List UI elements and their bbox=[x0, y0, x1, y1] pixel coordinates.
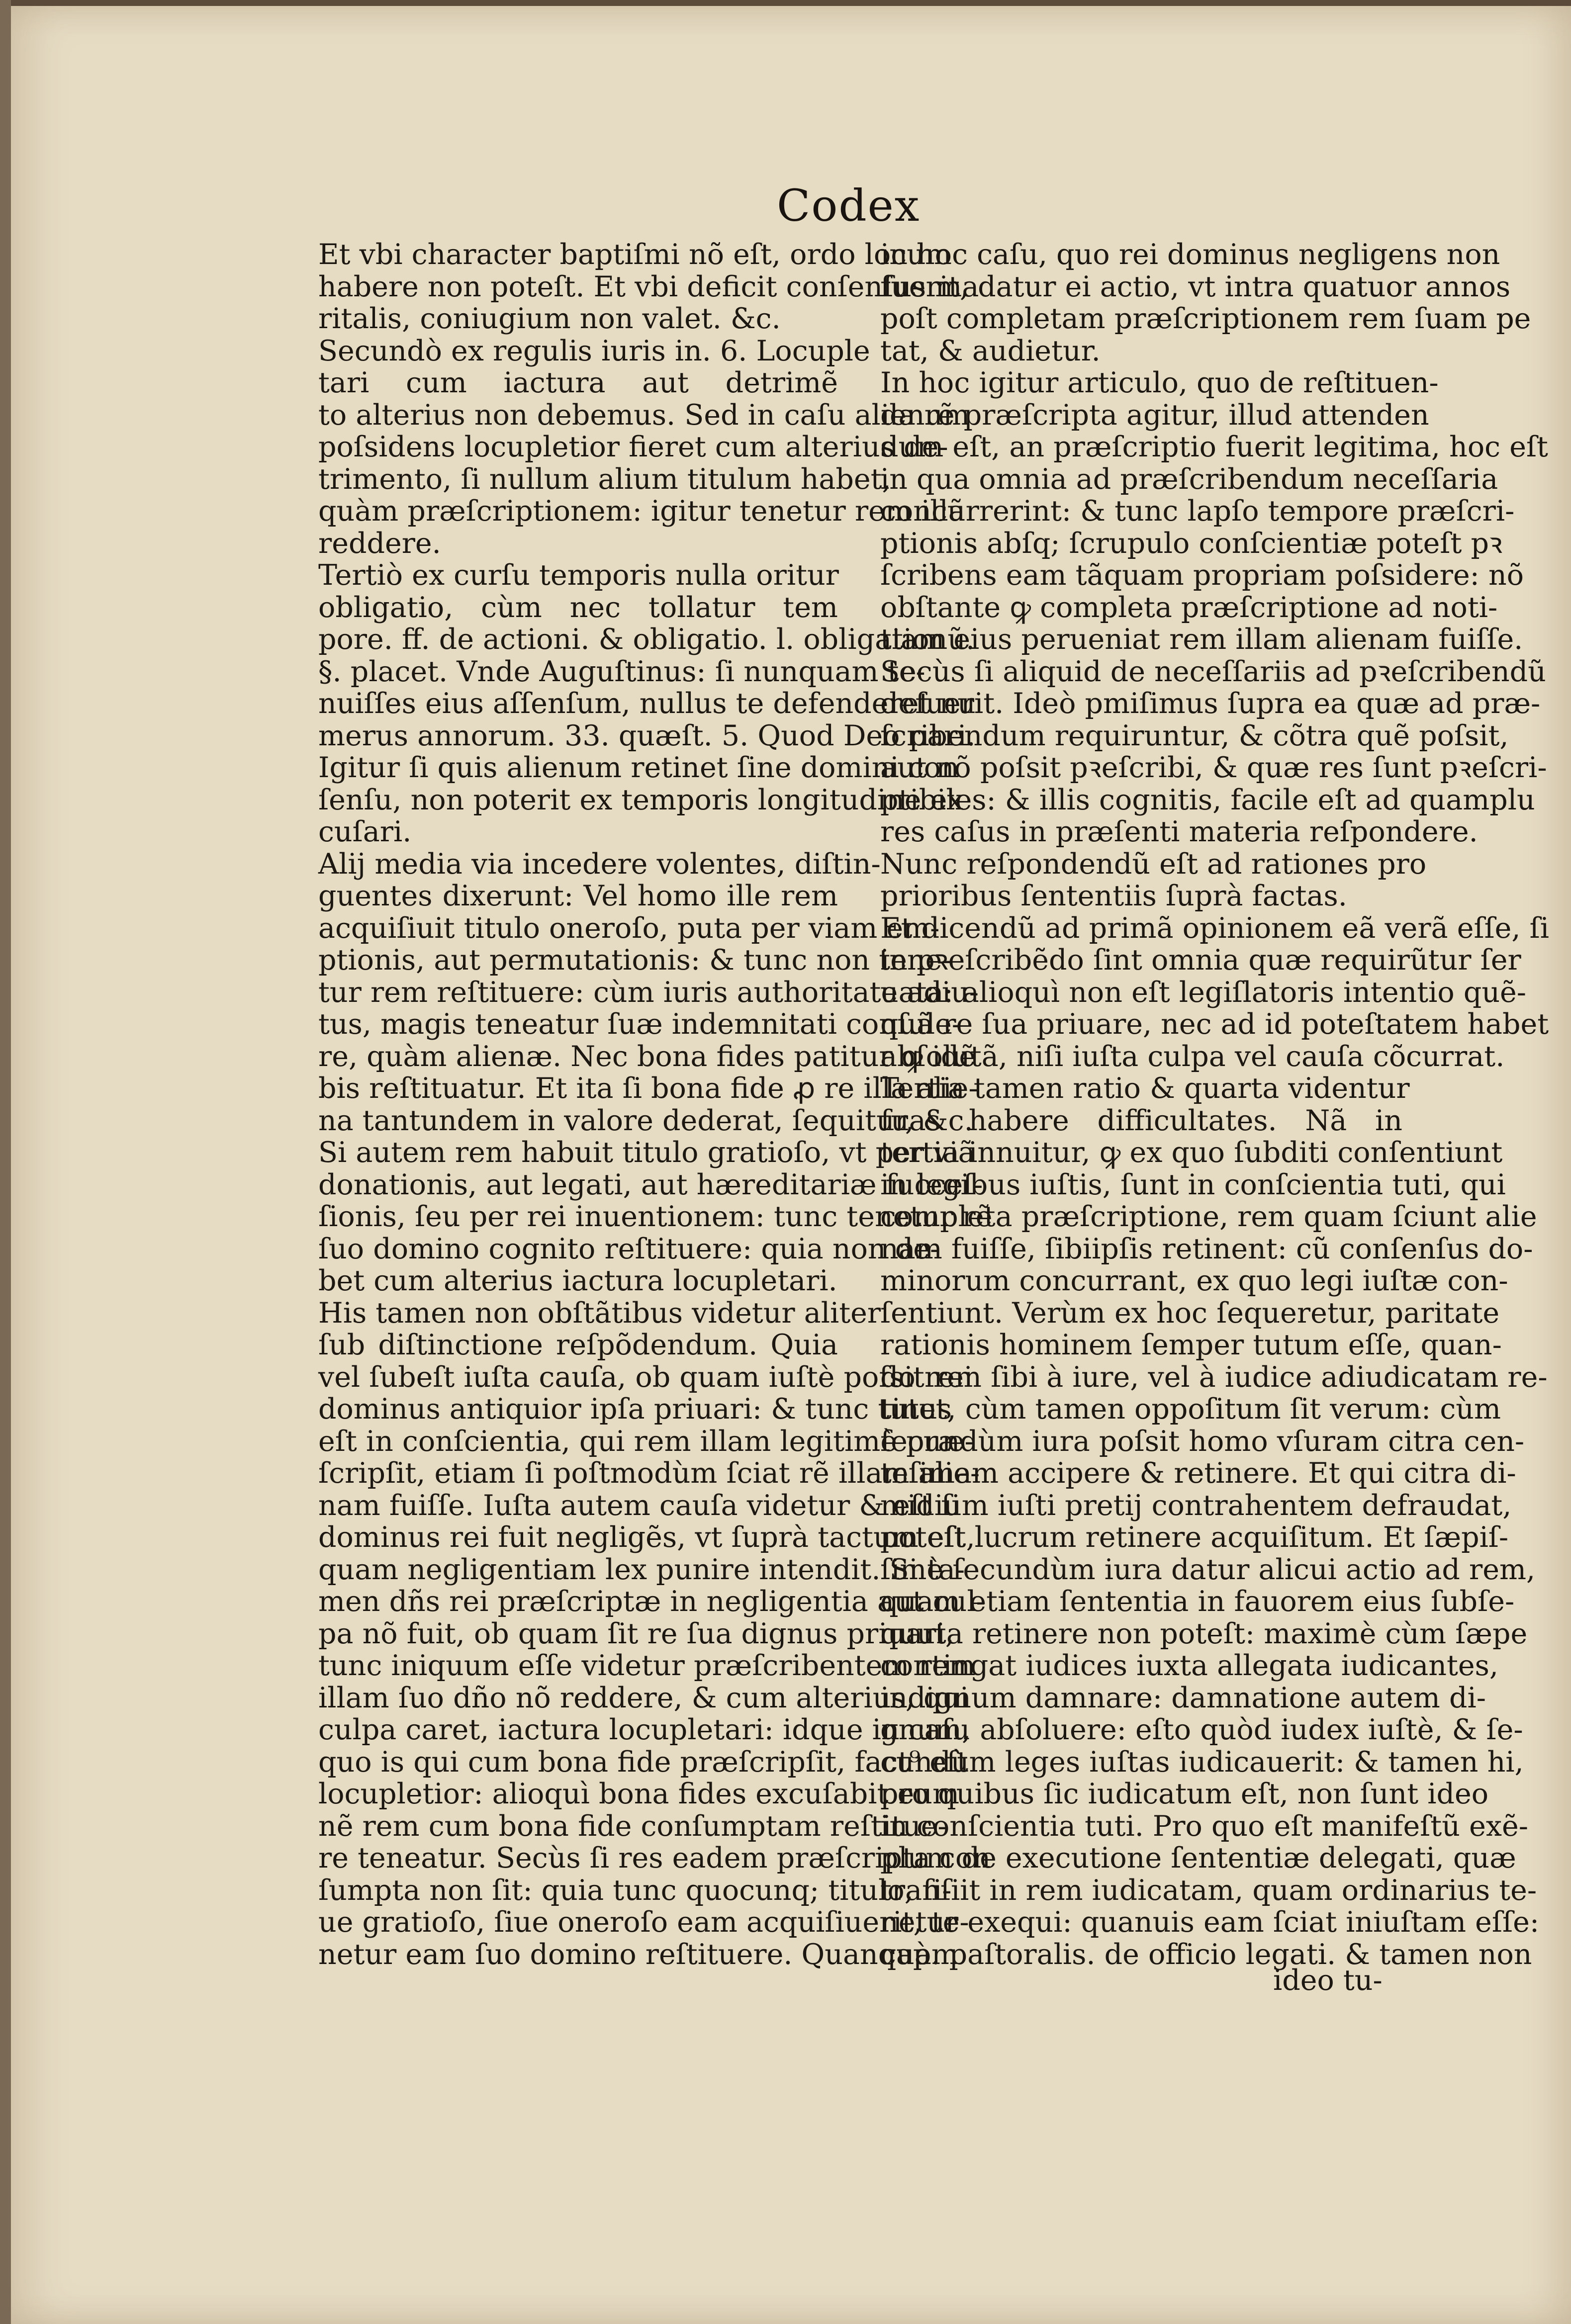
text-line: dominus rei fuit negligẽs, vt ſuprà tactum eſt, bbox=[318, 1521, 975, 1554]
text-line: da rẽ præſcripta agitur, illud attenden bbox=[880, 398, 1429, 432]
text-line: trimento, ſi nullum alium titulum habet, bbox=[318, 462, 891, 496]
text-line: nẽ rem cum bona fide conſumptam reſtitue- bbox=[318, 1809, 947, 1843]
text-line: tari cum iactura aut detrimẽ bbox=[318, 366, 838, 399]
text-line: ſentiunt. Verùm ex hoc ſequeretur, paritate bbox=[880, 1296, 1500, 1330]
text-line: ſumpta non ſit: quia tunc quocunq; titulo, ſi- bbox=[318, 1874, 952, 1907]
text-line: teſimam accipere & retinere. Et qui citra di- bbox=[880, 1457, 1516, 1490]
text-line: tertia innuitur, ꝙ ex quo ſubditi conſentiunt bbox=[880, 1136, 1503, 1169]
text-line: quàm præſcriptionem: igitur tenetur rem illã bbox=[318, 495, 965, 528]
text-line: Tertiò ex curſu temporis nulla oritur bbox=[318, 559, 839, 592]
text-line: na tantundem in valore dederat, ſequitur, &c. bbox=[318, 1104, 973, 1137]
text-line: dum eſt, an præſcriptio fuerit legitima, hoc eſt bbox=[880, 431, 1548, 463]
text-line: cundùm leges iuſtas iudicauerit: & tamen hi, bbox=[880, 1745, 1524, 1779]
text-line: eſt in conſcientia, qui rem illam legitimè præ- bbox=[318, 1425, 974, 1458]
text-line: men dñs rei præſcriptæ in negligentia aut cul- bbox=[318, 1585, 986, 1618]
text-line: nuiſſes eius aſſenſum, nullus te defenderet nu bbox=[318, 687, 976, 720]
text-line: ſcripſit, etiam ſi poſtmodùm ſciat rẽ illam alie- bbox=[318, 1457, 980, 1490]
text-line: ſcribendum requiruntur, & cõtra quẽ poſsit, bbox=[880, 719, 1509, 752]
text-line: ſub diſtinctione reſpõdendum. Quia bbox=[318, 1329, 838, 1361]
text-line: defuerit. Ideò pmiſimus ſupra ea quæ ad præ- bbox=[880, 687, 1541, 720]
text-line: netur exequi: quanuis eam ſciat iniuſtam eſſe: bbox=[880, 1906, 1540, 1939]
text-line: ſuo domino cognito reſtituere: quia non de- bbox=[318, 1232, 940, 1265]
text-line: Secundò ex regulis iuris in. 6. Locuple bbox=[318, 334, 870, 367]
text-line: Tertia tamen ratio & quarta videntur bbox=[880, 1072, 1410, 1105]
text-line: reddere. bbox=[318, 527, 441, 560]
text-line: ptibiles: & illis cognitis, facile eſt ad quamplu bbox=[880, 783, 1535, 816]
text-line: contingat iudices iuxta allegata iudicantes, bbox=[880, 1649, 1499, 1682]
text-line: res caſus in præſenti materia reſpondere. bbox=[880, 815, 1478, 848]
text-line: dominus antiquior ipſa priuari: & tunc tutus bbox=[318, 1393, 952, 1426]
text-line: His tamen non obſtãtibus videtur aliter bbox=[318, 1296, 881, 1330]
text-line: uata: alioquì non eſt legiſlatoris intentio quẽ- bbox=[880, 976, 1527, 1009]
text-line: poſsidens locupletior fieret cum alterius de- bbox=[318, 431, 948, 463]
text-line: prioribus ſententiis ſuprà factas. bbox=[880, 880, 1347, 912]
text-line: merus annorum. 33. quæſt. 5. Quod Deo pari. bbox=[318, 719, 976, 752]
text-line: §. placet. Vnde Auguſtinus: ſi nunquam te- bbox=[318, 655, 925, 688]
text-line: poteſt lucrum retinere acquiſitum. Et ſæpiſ- bbox=[880, 1521, 1509, 1554]
text-line: abſolutã, niſi iuſta culpa vel cauſa cõcurrat. bbox=[880, 1040, 1505, 1073]
text-line: quo is qui cum bona fide præſcripſit, fact⁹ eſt bbox=[318, 1745, 968, 1779]
text-line: pore. ff. de actioni. & obligatio. l. obligationũ. bbox=[318, 623, 975, 656]
text-line: vel ſubeſt iuſta cauſa, ob quam iuſtè poſsit rei bbox=[318, 1360, 973, 1394]
text-line: quã re ſua priuare, nec ad id poteſtatem habet bbox=[880, 1008, 1549, 1041]
text-line: to alterius non debemus. Sed in caſu alienum bbox=[318, 398, 970, 432]
text-line: Nunc reſpondendũ eſt ad rationes pro bbox=[880, 847, 1427, 881]
text-line: in conſcientia tuti. Pro quo eſt manifeſtũ exẽ- bbox=[880, 1809, 1528, 1843]
text-line: pro quibus ſic iudicatum eſt, non ſunt ideo bbox=[880, 1778, 1489, 1810]
text-line: donationis, aut legati, aut hæreditariæ ſucceſ- bbox=[318, 1168, 983, 1201]
text-line: tat, & audietur. bbox=[880, 334, 1101, 367]
text-line: obſtante ꝙ completa præſcriptione ad noti- bbox=[880, 591, 1498, 624]
text-line: re, quàm alienæ. Nec bona fides patitur ꝙ idẽ bbox=[318, 1040, 976, 1073]
text-line: ue gratioſo, ſiue oneroſo eam acquiſiuerit, te- bbox=[318, 1906, 969, 1939]
text-line: concurrerint: & tunc lapſo tempore præſcri- bbox=[880, 495, 1515, 528]
page-edge bbox=[0, 0, 11, 2324]
right-text-column bbox=[880, 238, 1549, 1971]
text-line: locupletior: alioquì bona fides excuſabit eum bbox=[318, 1778, 960, 1810]
text-line: ſuas habere difficultates. Nã in bbox=[880, 1104, 1402, 1137]
text-line: fuerit, datur ei actio, vt intra quatuor annos bbox=[880, 270, 1511, 303]
text-line: ſenſu, non poterit ex temporis longitudine ex bbox=[318, 783, 963, 816]
text-line: midium iuſti pretij contrahentem defraudat, bbox=[880, 1489, 1512, 1522]
text-line: re teneatur. Secùs ſi res eadem præſcripta con bbox=[318, 1842, 991, 1875]
text-line: Et vbi character baptiſmi nõ eſt, ordo locum bbox=[318, 238, 952, 271]
text-line: guentes dixerunt: Vel homo ille rem bbox=[318, 880, 838, 912]
text-line: in qua omnia ad præſcribendum neceſſaria bbox=[880, 462, 1498, 496]
text-line: cap. paſtoralis. de officio legati. & tamen non bbox=[880, 1938, 1532, 1971]
text-line: do rem ſibi à iure, vel à iudice adiudicatam re- bbox=[880, 1360, 1548, 1394]
text-line: Secùs ſi aliquid de neceſſariis ad pꝛeſcribendũ bbox=[880, 655, 1546, 688]
text-line: obligatio, cùm nec tollatur tem bbox=[318, 591, 838, 624]
text-line: Alij media via incedere volentes, diſtin- bbox=[318, 847, 881, 881]
text-line: netur eam ſuo domino reſtituere. Quanquàm bbox=[318, 1938, 958, 1971]
text-line: tranſiit in rem iudicatam, quam ordinarius te- bbox=[880, 1874, 1537, 1907]
text-line: ſecundùm iura poſsit homo vſuram citra cen- bbox=[880, 1425, 1525, 1458]
text-line: completa præſcriptione, rem quam ſciunt alie bbox=[880, 1200, 1537, 1233]
text-line: In hoc igitur articulo, quo de reſtituen- bbox=[880, 366, 1439, 399]
text-line: illam ſuo dño nõ reddere, & cum alterius, qui bbox=[318, 1681, 969, 1714]
text-line: in legibus iuſtis, ſunt in conſcientia tuti, qui bbox=[880, 1168, 1506, 1201]
text-line: ptionis abſq; ſcrupulo conſcientiæ poteſt pꝛ bbox=[880, 527, 1503, 560]
text-line: nam fuiſſe, ſibiipſis retinent: cũ conſenſus do- bbox=[880, 1232, 1533, 1265]
text-line: tinet, cùm tamen oppoſitum ſit verum: cùm bbox=[880, 1393, 1501, 1426]
text-line: Igitur ſi quis alienum retinet ſine domini con bbox=[318, 751, 959, 784]
text-line: gnum, abſoluere: eſto quòd iudex iuſtè, & ſe- bbox=[880, 1713, 1523, 1746]
text-line: quam etiam ſententia in fauorem eius ſubſe- bbox=[880, 1585, 1515, 1618]
text-line: rationis hominem ſemper tutum eſſe, quan- bbox=[880, 1329, 1502, 1361]
text-line: aut nõ poſsit pꝛeſcribi, & quæ res ſunt pꝛeſcri- bbox=[880, 751, 1547, 784]
text-line: bet cum alterius iactura locupletari. bbox=[318, 1264, 837, 1297]
running-header: Codex bbox=[777, 180, 921, 231]
text-line: nam fuiſſe. Iuſta autem cauſa videtur & eſt ſi bbox=[318, 1489, 961, 1522]
text-line: plum de executione ſententiæ delegati, quæ bbox=[880, 1842, 1516, 1875]
text-line: indignum damnare: damnatione autem di- bbox=[880, 1681, 1486, 1714]
text-line: in pꝛeſcribẽdo ſint omnia quæ requirũtur ſer bbox=[880, 944, 1521, 977]
text-line: ſimè ſecundùm iura datur alicui actio ad rem, bbox=[880, 1553, 1536, 1586]
text-line: tur rem reſtituere: cùm iuris authoritate adiu- bbox=[318, 976, 979, 1009]
text-line: ptionis, aut permutationis: & tunc non tene- bbox=[318, 944, 952, 977]
text-line: Si autem rem habuit titulo gratioſo, vt per viã bbox=[318, 1136, 975, 1169]
catchword: ideo tu- bbox=[1273, 1964, 1383, 1997]
text-line: ritalis, coniugium non valet. &c. bbox=[318, 302, 781, 335]
text-line: bis reſtituatur. Et ita ſi bona fide ꝓ re illa alie- bbox=[318, 1072, 978, 1105]
text-line: culpa caret, iactura locupletari: idque in caſu bbox=[318, 1713, 970, 1746]
text-line: in hoc caſu, quo rei dominus negligens non bbox=[880, 238, 1500, 271]
text-line: habere non poteſt. Et vbi deficit conſenſus ma bbox=[318, 270, 979, 303]
text-line: acquiſiuit titulo oneroſo, puta per viam em- bbox=[318, 911, 940, 945]
text-line: tus, magis teneatur ſuæ indemnitati conſule- bbox=[318, 1008, 962, 1041]
text-line: quuta retinere non poteſt: maximè cùm ſæpe bbox=[880, 1617, 1528, 1650]
text-line: minorum concurrant, ex quo legi iuſtæ con- bbox=[880, 1264, 1508, 1297]
text-line: poſt completam præſcriptionem rem ſuam pe bbox=[880, 302, 1531, 335]
text-line: tiam eius perueniat rem illam alienam fuiſſe. bbox=[880, 623, 1523, 656]
text-line: cuſari. bbox=[318, 815, 412, 848]
text-line: ſionis, ſeu per rei inuentionem: tunc tenetur rẽ bbox=[318, 1200, 993, 1233]
text-line: pa nõ fuit, ob quam ſit re ſua dignus priuari, bbox=[318, 1617, 954, 1650]
text-line: Et dicendũ ad primã opinionem eã verã eſſe, ſi bbox=[880, 911, 1549, 945]
text-line: ſcribens eam tãquam propriam poſsidere: nõ bbox=[880, 559, 1524, 592]
text-line: tunc iniquum eſſe videtur præſcribentem rem bbox=[318, 1649, 976, 1682]
text-line: quam negligentiam lex punire intendit. Si ta- bbox=[318, 1553, 965, 1586]
